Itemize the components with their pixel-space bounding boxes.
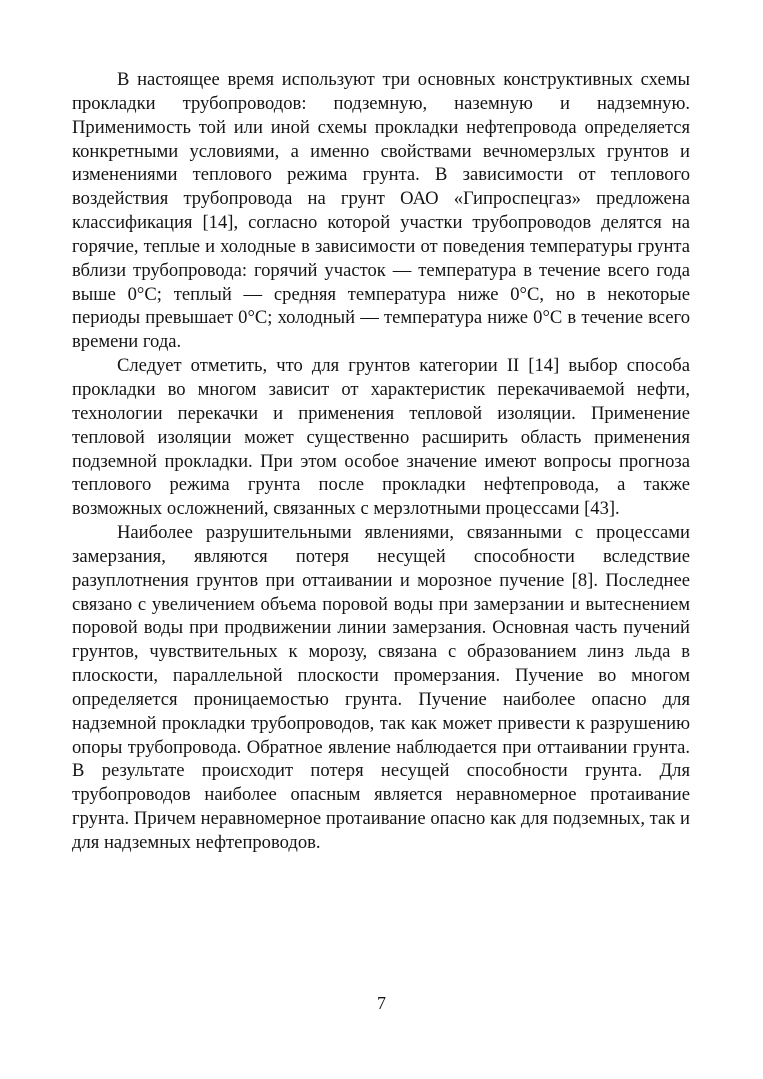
body-text	[72, 68, 690, 855]
paragraph-pipeline-schemes: В настоящее время используют три основных конструктивных схемы прокладки трубопроводов: подземную, наземную и надземную. Применимость той или иной схемы прокладки нефтепровода определяется конкретными условиями, а именно свойствами вечномерзлых грунтов и изменениями теплового режима грунта. В зависимости от теплового воздействия трубопровода на грунт ОАО «Гипроспецгаз» предложена классификация [14], согласно которой участки трубопроводов делятся на горячие, теплые и холодные в зависимости от поведения температуры грунта вблизи трубопровода: горячий участок — температура в течение всего года выше 0°C; теплый — средняя температура ниже 0°C, но в некоторые периоды превышает 0°C; холодный — температура ниже 0°C в течение всего времени года.	[72, 69, 690, 353]
paragraph-soil-category: Следует отметить, что для грунтов категории II [14] выбор способа прокладки во многом зависит от характеристик перекачиваемой нефти, технологии перекачки и применения тепловой изоляции. Применение тепловой изоляции может существенно расширить область применения подземной прокладки. При этом особое значение имеют вопросы прогноза теплового режима грунта после прокладки нефтепровода, а также возможных осложнений, связанных с мерзлотными процессами [43].	[72, 355, 690, 520]
page-number: 7	[377, 993, 386, 1013]
paragraph-frost-heave: Наиболее разрушительными явлениями, связанными с процессами замерзания, являются потеря несущей способности вследствие разуплотнения грунтов при оттаивании и морозное пучение [8]. Последнее связано с увеличением объема поровой воды при замерзании и вытеснением поровой воды при продвижении линии замерзания. Основная часть пучений грунтов, чувствительных к морозу, связана с образованием линз льда в плоскости, параллельной плоскости промерзания. Пучение во многом определяется проницаемостью грунта. Пучение наиболее опасно для надземной прокладки трубопроводов, так как может привести к разрушению опоры трубопровода. Обратное явление наблюдается при оттаивании грунта. В результате происходит потеря несущей способности грунта. Для трубопроводов наиболее опасным является неравномерное протаивание грунта. Причем неравномерное протаивание опасно как для подземных, так и для надземных нефтепроводов.	[72, 522, 690, 853]
